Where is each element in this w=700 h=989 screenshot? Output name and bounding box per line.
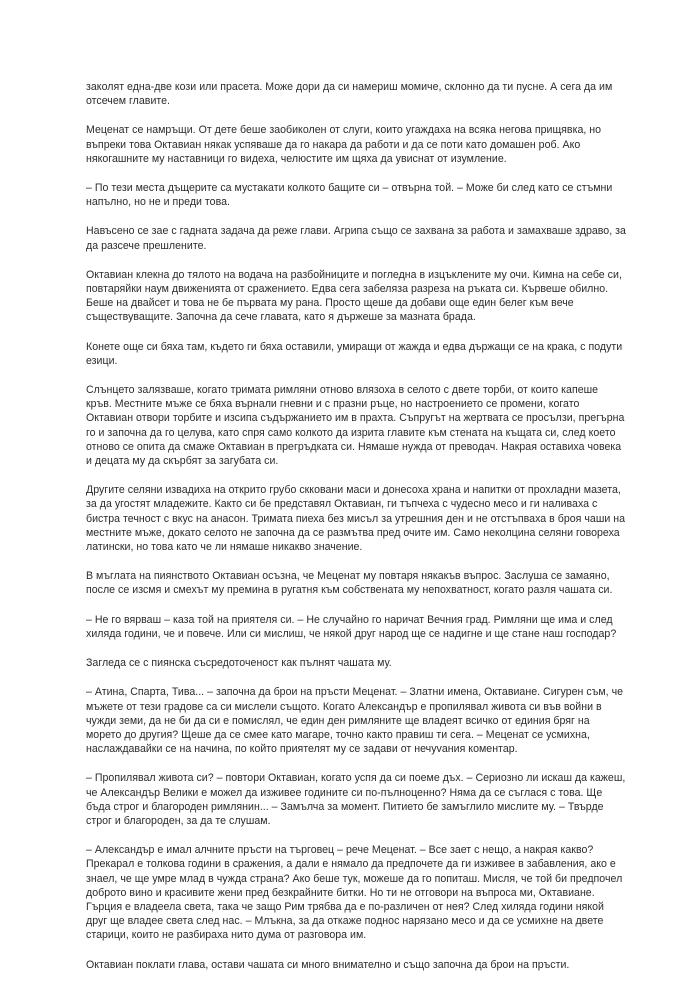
paragraph: заколят една-две кози или прасета. Може дори да си намериш момиче, склонно да ти пусне. А сега да им отсечем главите. [86, 81, 613, 108]
paragraph: Слънцето залязваше, когато тримата римляни отново влязоха в селото с двете торби, от които капеше кръв. Местните мъже се бяха върнали гневни и с празни ръце, но настроението се промени, когато Октавиан отвори торбите и изсипа съдържанието им в прахта. Съпругът на жертвата се просълзи, прегърна го и започна да го целува, като спря само колкото да изрита главите към стената на къщата си, след което отново се опита да смаже Октавиан в прегръдката си. Нямаше нужда от преводач. Накрая оставиха човека и децата му да скърбят за загубата си. [86, 384, 625, 468]
paragraph: Навъсено се зае с гадната задача да реже глави. Агрипа също се захвана за работа и замахваше здраво, за да разсече прешлените. [86, 225, 626, 252]
paragraph: Другите селяни извадиха на открито грубо скковани маси и донесоха храна и напитки от прохладни мазета, за да угостят младежите. Както си бе представял Октавиан, ги тъпчеха с чудесно месо и ги наливаха с бистра течност с вкус на анасон. Тримата пиеха без мисъл за утрешния ден и не отстъпваха в броя чаши на местните мъже, докато селото не започна да се размътва пред очите им. Само неколцина селяни говореха латински, но това като че ли нямаше никакво значение. [86, 484, 626, 554]
paragraph: Октавиан поклати глава, остави чашата си много внимателно и също започна да брои на пръсти. [86, 958, 570, 971]
paragraph: – Пропилявал живота си? – повтори Октавиан, когато успя да си поеме дъх. – Сериозно ли искаш да кажеш, че Александър Велики е можел да изживее годините си по-пълноценно? Няма да се съглася с това. Ще бъда строг и благороден римлянин... – Замълча за момент. Питието бе замъглило мислите му. – Твърде строг и благороден, за да те слушам. [86, 772, 626, 827]
paragraph: – Не го вярваш – каза той на приятеля си. – Не случайно го наричат Вечния град. Римляни ще има и след хиляда години, че и повече. Или си мислиш, че някой друг народ ще се надигне и ще стане наш господар? [86, 613, 617, 640]
document-body [86, 80, 626, 987]
paragraph: Октавиан клекна до тялото на водача на разбойниците и погледна в изцъклените му очи. Кимна на себе си, повтаряйки наум движенията от сражението. Едва сега забеляза разреза на ръката си. Кървеше обилно. Беше на двайсет и това не бе първата му рана. Просто щеше да добави още един белег към вече съществуващите. Започна да сече главата, като я държеше за мазната брада. [86, 268, 622, 324]
paragraph: Меценат се намръщи. От дете беше заобиколен от слуги, които угаждаха на всяка негова прищявка, но въпреки това Октавиан някак успяваше да го накара да работи и да се поти като домашен роб. Ако някогашните му наставници го видеха, челюстите им щяха да увиснат от изумление. [86, 124, 602, 165]
paragraph: – По тези места дъщерите са мустакати колкото бащите си – отвърна той. – Може би след като се стъмни напълно, но не и преди това. [86, 182, 613, 209]
paragraph: В мъглата на пиянството Октавиан осъзна, че Меценат му повтаря някакъв въпрос. Заслуша се замаяно, после се изсмя и смехът му премина в ругатня към собствената му непохватност, когато разля чашата си. [86, 570, 613, 597]
paragraph: – Александър е имал алчните пръсти на търговец – рече Меценат. – Все зает с нещо, а накрая какво? Прекарал е толкова години в сражения, а дали е нямало да предпочете да ги изживее в забавления, ако е знаел, че ще умре млад в чужда страна? Ако беше тук, можеше да го попиташ. Мисля, че той би предпочел доброто вино и красивите жени пред безкрайните битки. Но ти не отговори на въпроса ми, Октавиане. Гърция е владеела света, така че защо Рим трябва да е по-различен от нея? След хиляда години някой друг ще владее света след нас. – Млъкна, за да откаже поднос нарязано месо и да се усмихне на двете старици, които не разбираха нито дума от разговора им. [86, 844, 623, 942]
paragraph: Конете още си бяха там, където ги бяха оставили, умиращи от жажда и едва държащи се на крака, с подути езици. [86, 340, 623, 367]
paragraph: – Атина, Спарта, Тива... – започна да брои на пръсти Меценат. – Златни имена, Октавиане. Сигурен съм, че мъжете от тези градове са си мислели същото. Когато Александър е пропилявал живота си във войни в чужди земи, да не би да си е помислял, че един ден римляните ще владеят всичко от единия бряг на морето до другия? Щеше да се смее като магаре, точно както правиш ти сега. – Меценат се усмихна, наслаждавайки се на начина, по който приятелят му се задави от нечуvания коментар. [86, 686, 624, 756]
paragraph: Загледа се с пиянска съсредоточеност как пълнят чашата му. [86, 657, 392, 670]
